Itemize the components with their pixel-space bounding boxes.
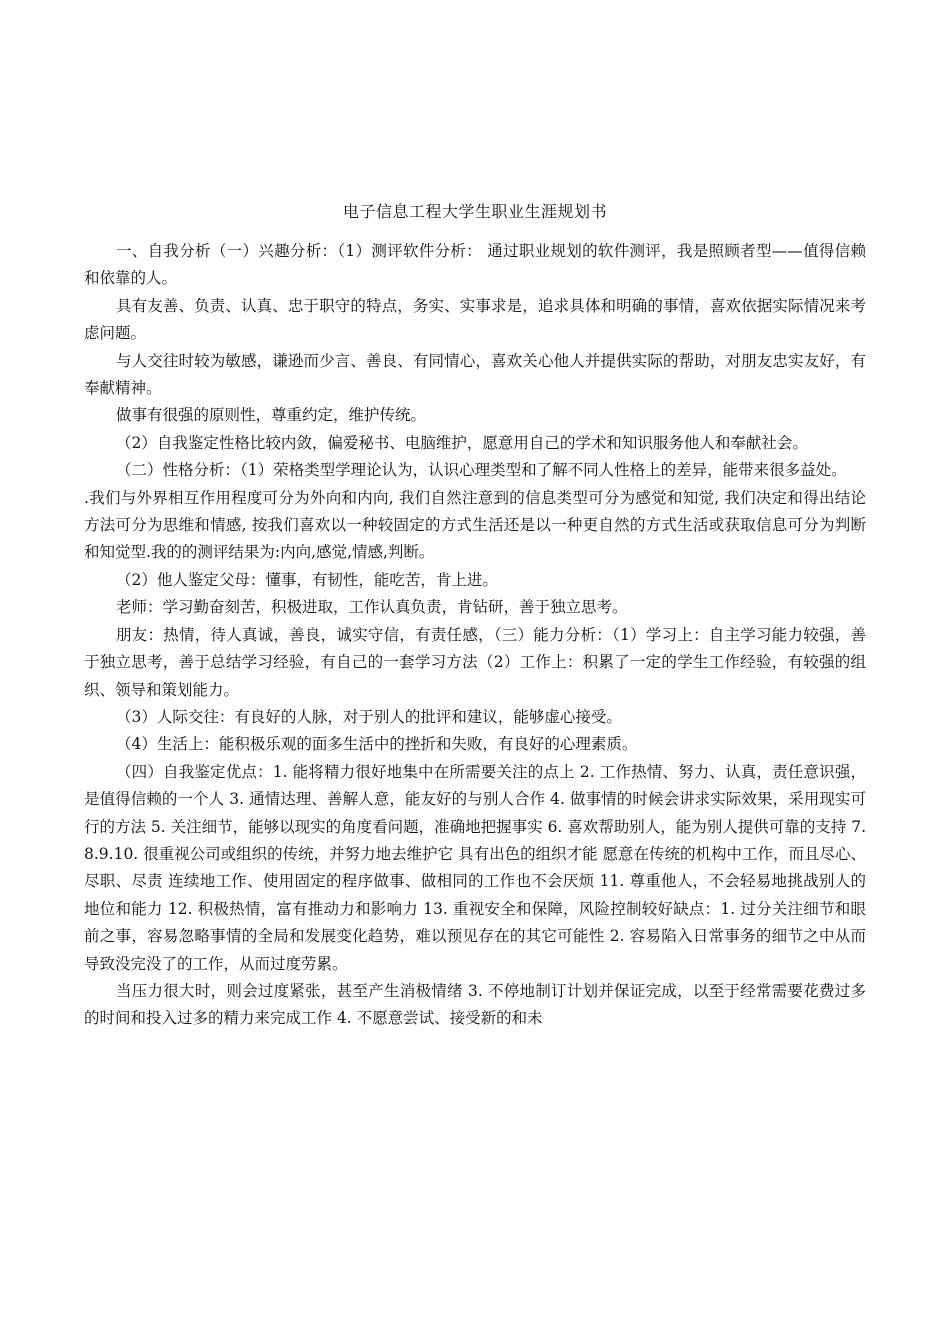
paragraph-interpersonal: 与人交往时较为敏感，谦逊而少言、善良、有同情心，喜欢关心他人并提供实际的帮助，对朋友忠实友好，有奉献精神。	[84, 351, 866, 398]
paragraph-parents-assessment: （2）他人鉴定父母：懂事，有韧性，能吃苦，肯上进。	[116, 570, 498, 589]
paragraph-social-skills: （3）人际交往：有良好的人脉，对于别人的批评和建议，能够虚心接受。	[116, 707, 622, 726]
paragraph-teacher-assessment: 老师：学习勤奋刻苦，积极进取，工作认真负责，肯钻研，善于独立思考。	[116, 598, 628, 617]
paragraph-personality-analysis: （二）性格分析：（1）荣格类型学理论认为，认识心理类型和了解不同人性格上的差异，能带来很多益处。	[116, 461, 847, 480]
paragraph-traits: 具有友善、负责、认真、忠于职守的特点，务实、实事求是，追求具体和明确的事情，喜欢依据实际情况来考虑问题。	[84, 296, 866, 343]
paragraph-pressure: 当压力很大时，则会过度紧张，甚至产生消极情绪 3. 不停地制订计划并保证完成，以至于经常需要花费过多的时间和投入过多的精力来完成工作 4. 不愿意尝试、接受新的和未	[84, 981, 866, 1028]
paragraph-jung-types: .我们与外界相互作用程度可分为外向和内向, 我们自然注意到的信息类型可分为感觉和知觉, 我们决定和得出结论方法可分为思维和情感, 按我们喜欢以一种较固定的方式生活还是以一种更自然的方式生活或获取信息可分为判断和知觉型.我的的测评结果为:内向,感觉,情感,判断。	[84, 488, 866, 562]
paragraph-self-assessment: （2）自我鉴定性格比较内敛，偏爱秘书、电脑维护，愿意用自己的学术和知识服务他人和奉献社会。	[116, 433, 808, 452]
paragraph-friends-and-ability: 朋友：热情，待人真诚，善良，诚实守信，有责任感，（三）能力分析：（1）学习上：自主学习能力较强，善于独立思考，善于总结学习经验，有自己的一套学习方法（2）工作上：积累了一定的学生工作经验，有较强的组织、领导和策划能力。	[84, 625, 866, 699]
document-title: 电子信息工程大学生职业生涯规划书	[342, 202, 607, 221]
paragraph-self-analysis-interest: 一、自我分析（一）兴趣分析：（1）测评软件分析： 通过职业规划的软件测评，我是照顾者型——值得信赖和依靠的人。	[84, 242, 866, 288]
paragraph-principles: 做事有很强的原则性，尊重约定，维护传统。	[116, 406, 427, 425]
paragraph-strengths-weaknesses: （四）自我鉴定优点：1. 能将精力很好地集中在所需要关注的点上 2. 工作热情、努力、认真，责任意识强，是值得信赖的一个人 3. 通情达理、善解人意，能友好的与别人合作 4. 做事情的时候会讲求实际效果，采用现实可行的方法 5. 关注细节，能够以现实的角度看问题，准确地把握事实 6. 喜欢帮助别人，能为别人提供可靠的支持 7.8.9.10. 很重视公司或组织的传统，并努力地去维护它 具有出色的组织才能 愿意在传统的机构中工作，而且尽心、尽职、尽责 连续地工作、使用固定的程序做事、做相同的工作也不会厌烦 11. 尊重他人，不会轻易地挑战别人的地位和能力 12. 积极热情，富有推动力和影响力 13. 重视安全和保障，风险控制较好缺点：1. 过分关注细节和眼前之事，容易忽略事情的全局和发展变化趋势，难以预见存在的其它可能性 2. 容易陷入日常事务的细节之中从而导致没完没了的工作，从而过度劳累。	[84, 762, 867, 973]
paragraph-life: （4）生活上：能积极乐观的面多生活中的挫折和失败，有良好的心理素质。	[116, 735, 638, 754]
